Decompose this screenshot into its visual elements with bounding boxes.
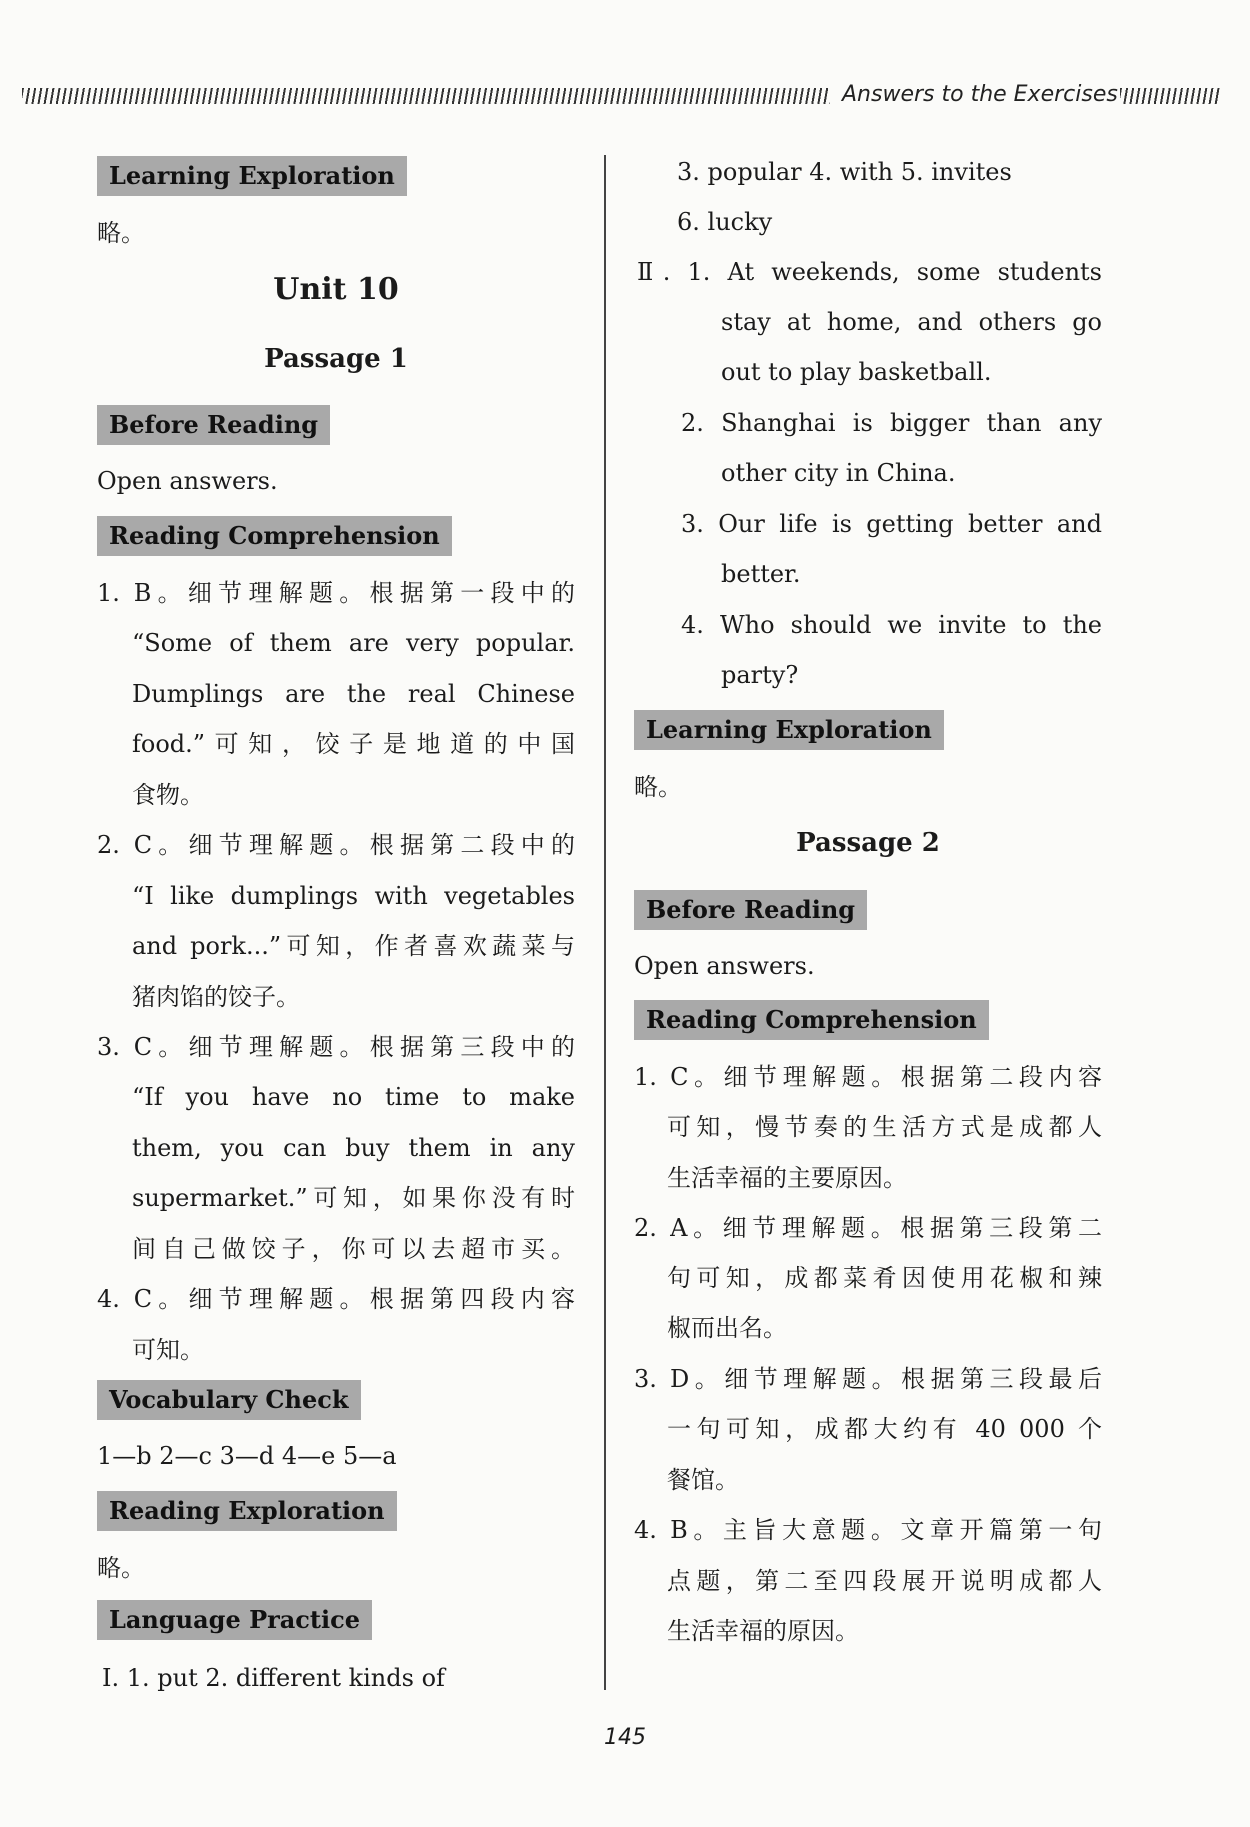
answer-line: stay at home, and others go xyxy=(721,308,1102,336)
answer-line: 椒而出名。 xyxy=(667,1314,787,1342)
answer-line: “I like dumplings with vegetables xyxy=(132,882,575,910)
answer-line: 句可知，成都菜肴因使用花椒和辣 xyxy=(667,1264,1102,1292)
vocab-answers: 1—b 2—c 3—d 4—e 5—a xyxy=(97,1442,397,1470)
answer-line: “Some of them are very popular. xyxy=(132,629,575,657)
answer-line: 猪肉馅的饺子。 xyxy=(132,983,300,1011)
answer-line: 3. popular 4. with 5. invites xyxy=(677,158,1012,186)
answer-line: better. xyxy=(721,560,801,588)
answer-line: other city in China. xyxy=(721,459,956,487)
answer-line: 3. D。细节理解题。根据第三段最后 xyxy=(634,1365,1102,1393)
passage-title: Passage 2 xyxy=(796,828,940,858)
section-before-reading: Before Reading xyxy=(634,890,867,930)
section-text: 略。 xyxy=(97,1554,145,1582)
answer-line: 一句可知，成都大约有 40 000 个 xyxy=(667,1415,1102,1443)
section-text: 略。 xyxy=(634,773,682,801)
open-answers: Open answers. xyxy=(97,467,278,495)
answer-line: 2. C。细节理解题。根据第二段中的 xyxy=(97,831,575,859)
page-number: 145 xyxy=(604,1725,646,1750)
answer-line: 生活幸福的主要原因。 xyxy=(667,1164,907,1192)
unit-title: Unit 10 xyxy=(273,272,399,307)
passage-title: Passage 1 xyxy=(264,344,408,374)
section-reading-comprehension: Reading Comprehension xyxy=(97,516,452,556)
answer-line: them, you can buy them in any xyxy=(132,1134,575,1162)
section-language-practice: Language Practice xyxy=(97,1600,372,1640)
answer-line: Ⅱ. 1. At weekends, some students xyxy=(637,258,1102,286)
section-learning-exploration: Learning Exploration xyxy=(97,156,407,196)
column-divider xyxy=(604,155,606,1690)
answer-line: 餐馆。 xyxy=(667,1466,739,1494)
answer-line: 4. C。细节理解题。根据第四段内容 xyxy=(97,1285,575,1313)
section-before-reading: Before Reading xyxy=(97,405,330,445)
answer-line: supermarket.”可知，如果你没有时 xyxy=(132,1184,575,1212)
section-learning-exploration: Learning Exploration xyxy=(634,710,944,750)
answer-line: 3. Our life is getting better and xyxy=(681,510,1102,538)
answer-line: 食物。 xyxy=(132,781,204,809)
answer-line: 6. lucky xyxy=(677,208,773,236)
answer-line: 2. Shanghai is bigger than any xyxy=(681,409,1102,437)
answer-line: 可知，慢节奏的生活方式是成都人 xyxy=(667,1113,1102,1141)
answer-line: food.”可知，饺子是地道的中国 xyxy=(132,730,575,758)
language-practice-line: Ⅰ. 1. put 2. different kinds of xyxy=(102,1664,445,1692)
answer-line: 间自己做饺子，你可以去超市买。 xyxy=(132,1235,575,1263)
answer-line: party? xyxy=(721,661,799,689)
answer-line: 点题，第二至四段展开说明成都人 xyxy=(667,1567,1102,1595)
answer-line: 1. C。细节理解题。根据第二段内容 xyxy=(634,1063,1102,1091)
section-reading-comprehension: Reading Comprehension xyxy=(634,1000,989,1040)
answer-line: 生活幸福的原因。 xyxy=(667,1617,859,1645)
answer-line: “If you have no time to make xyxy=(132,1083,575,1111)
section-vocabulary-check: Vocabulary Check xyxy=(97,1380,361,1420)
answer-line: Dumplings are the real Chinese xyxy=(132,680,575,708)
answer-line: out to play basketball. xyxy=(721,358,992,386)
open-answers: Open answers. xyxy=(634,952,815,980)
page-header xyxy=(22,84,1220,110)
answer-line: 2. A。细节理解题。根据第三段第二 xyxy=(634,1214,1102,1242)
answer-line: 3. C。细节理解题。根据第三段中的 xyxy=(97,1033,575,1061)
answer-line: 1. B。细节理解题。根据第一段中的 xyxy=(97,579,575,607)
answer-line: and pork...”可知，作者喜欢蔬菜与 xyxy=(132,932,575,960)
header-hatch-right xyxy=(1120,88,1220,104)
answer-line: 可知。 xyxy=(132,1336,204,1364)
header-hatch-left xyxy=(22,88,830,104)
section-text: 略。 xyxy=(97,219,145,247)
answer-line: 4. B。主旨大意题。文章开篇第一句 xyxy=(634,1516,1102,1544)
answer-line: 4. Who should we invite to the xyxy=(681,611,1102,639)
section-reading-exploration: Reading Exploration xyxy=(97,1491,397,1531)
header-title: Answers to the Exercises xyxy=(842,82,1118,107)
